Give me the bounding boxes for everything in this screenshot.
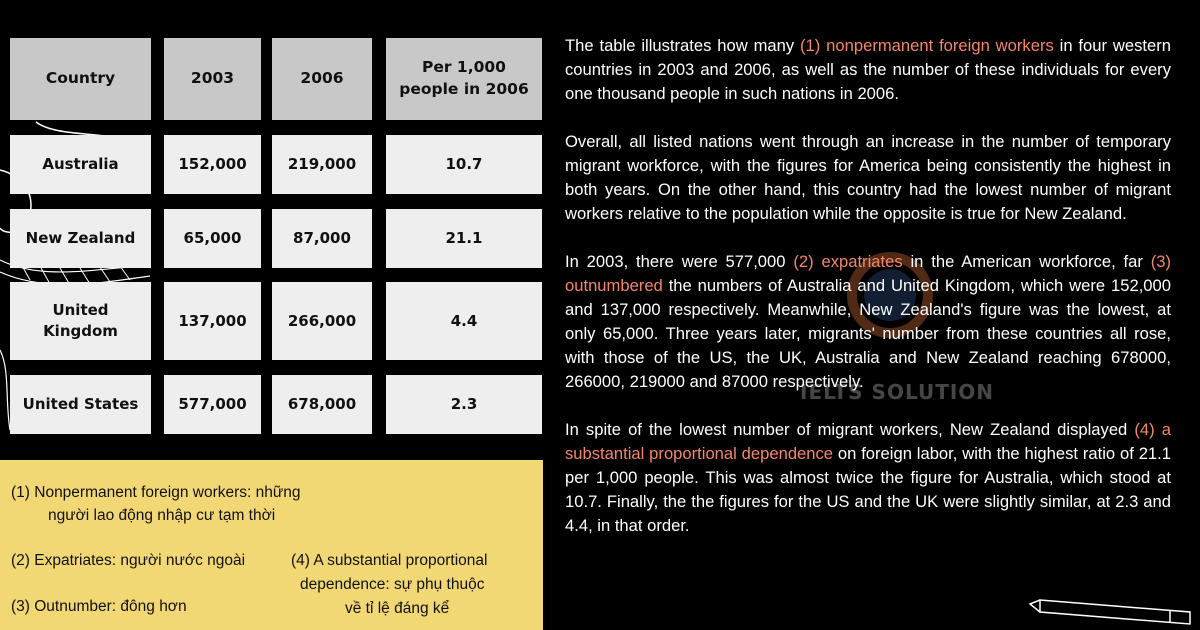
table-cell: United States [10, 375, 151, 434]
table-cell: 266,000 [272, 282, 372, 360]
essay-text [565, 34, 1171, 562]
table-cell: 137,000 [164, 282, 261, 360]
table-header-row [10, 38, 542, 120]
table-row [10, 282, 542, 360]
paragraph [565, 418, 1171, 538]
text: the numbers of Australia and United Kingdom, which were 152,000 and 137,000 respectively. Meanwhile, New Zealand's figure was the lowest, at only 65,000. Three years later, migrants' number from these countries all rose, with those of the US, the UK, Australia and New Zealand reaching 678000, 266000, 219000 and 87000 respectively. [565, 276, 1171, 391]
vocabulary-glossary [0, 460, 543, 630]
highlighted-term: (2) expatriates [793, 252, 903, 271]
table-cell: 219,000 [272, 135, 372, 194]
text: in the American workforce, far [902, 252, 1151, 271]
table-cell: 577,000 [164, 375, 261, 434]
table-cell: 678,000 [272, 375, 372, 434]
table-cell: 65,000 [164, 209, 261, 268]
glossary-item: (1) Nonpermanent foreign workers: những [11, 484, 301, 501]
text: In 2003, there were 577,000 [565, 252, 794, 271]
table-cell: Australia [10, 135, 151, 194]
watermark-text: IELTS SOLUTION [800, 380, 995, 404]
header-cell: 2006 [272, 38, 372, 120]
table-cell: 87,000 [272, 209, 372, 268]
highlighted-term: (4) a substantial proportional dependence [565, 420, 1171, 463]
paragraph: Overall, all listed nations went through an increase in the number of temporary migrant workforce, with the figures for America being consistently the highest in both years. On the other hand, this country had the lowest number of migrant workers relative to the population while the opposite is true for New Zealand. [565, 132, 1171, 223]
table-cell: 10.7 [386, 135, 542, 194]
header-cell: 2003 [164, 38, 261, 120]
paragraph [565, 250, 1171, 394]
pencil-icon [1030, 600, 1190, 624]
highlighted-term: (1) nonpermanent foreign workers [800, 36, 1054, 55]
header-cell: Country [10, 38, 151, 120]
table-cell: 2.3 [386, 375, 542, 434]
paragraph [565, 34, 1171, 106]
glossary-item: (4) A substantial proportional [291, 552, 488, 569]
table-row [10, 135, 542, 194]
text: The table illustrates how many [565, 36, 801, 55]
glossary-item: (3) Outnumber: đông hơn [11, 598, 187, 615]
glossary-item: (2) Expatriates: người nước ngoài [11, 552, 246, 569]
highlighted-term: (3) outnumbered [565, 252, 1172, 295]
table-row [10, 209, 542, 268]
text: In spite of the lowest number of migrant workers, New Zealand displayed [565, 420, 1135, 439]
table-row [10, 375, 542, 434]
text: on foreign labor, with the highest ratio of 21.1 per 1,000 people. This was almost twice the figure for Australia, which stood at 10.7. Finally, the the figures for the US and the UK were slightly similar, at 2.3 and 4.4, in that order. [565, 444, 1171, 535]
header-cell: Per 1,000 people in 2006 [386, 38, 542, 120]
table-cell: United Kingdom [10, 282, 151, 360]
glossary-item: người lao động nhập cư tạm thời [48, 507, 276, 524]
table-cell: 4.4 [386, 282, 542, 360]
text: in four western countries in 2003 and 2006, as well as the number of these individuals for every one thousand people in such nations in 2006. [565, 36, 1171, 103]
table-cell: 21.1 [386, 209, 542, 268]
glossary-item: về tỉ lệ đáng kể [345, 600, 450, 617]
glossary-item: dependence: sự phụ thuộc [300, 576, 485, 593]
table-cell: 152,000 [164, 135, 261, 194]
table-cell: New Zealand [10, 209, 151, 268]
